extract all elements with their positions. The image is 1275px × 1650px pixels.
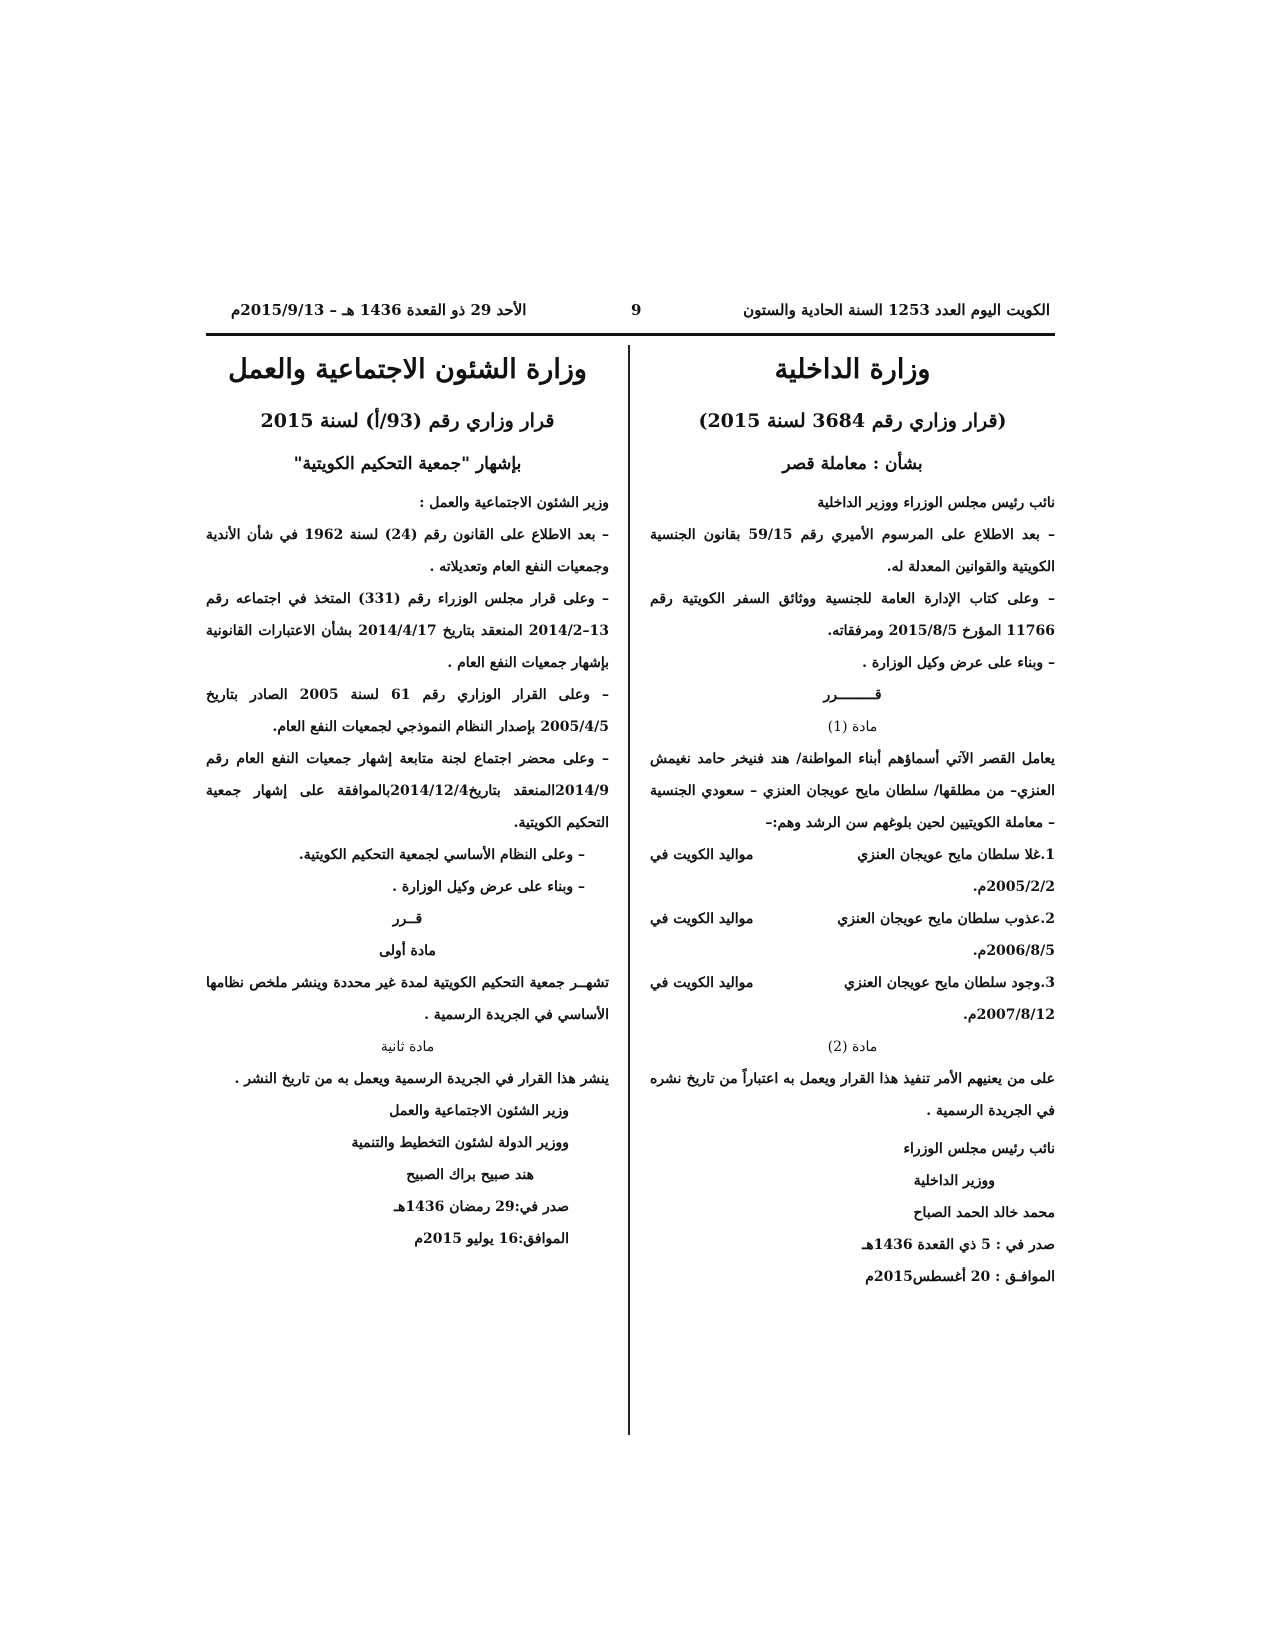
child-birthplace: مواليد الكويت في	[650, 911, 754, 927]
issue-date: صدر في : 5 ذي القعدة 1436هـ	[862, 1237, 1055, 1253]
signature-title: وزير الشئون الاجتماعية والعمل	[389, 1103, 569, 1119]
article-text: تشهــر جمعية التحكيم الكويتية لمدة غير محددة وينشر ملخص نظامها الأساسي في الجريدة الرسمية .	[206, 975, 609, 1023]
ministry-title: وزارة الداخلية	[774, 354, 931, 385]
children-list	[650, 839, 1055, 1031]
page-number: 9	[631, 301, 642, 319]
recital: – وعلى كتاب الإدارة العامة للجنسية ووثائق السفر الكويتية رقم 11766 المؤرخ 2015/8/5 ومرفقاته.	[650, 591, 1055, 639]
recital: – وعلى قرار مجلس الوزراء رقم (331) المتخذ في اجتماعه رقم 13–2014/2 المنعقد بتاريخ 2014/4/17 بشأن الاعتبارات القانونية بإشهار جمعيات النفع العام .	[206, 591, 609, 671]
recital: – وعلى النظام الأساسي لجمعية التحكيم الكويتية.	[298, 847, 585, 863]
recital: – بعد الاطلاع على المرسوم الأميري رقم 59/15 بقانون الجنسية الكويتية والقوانين المعدلة له.	[650, 527, 1055, 575]
decided-heading: قــرر	[392, 911, 423, 927]
recital: – بعد الاطلاع على القانون رقم (24) لسنة 1962 في شأن الأندية وجمعيات النفع العام وتعديلاته .	[206, 527, 609, 575]
corresponding-date: الموافق:16 يوليو 2015م	[414, 1231, 569, 1247]
decision-title: قرار وزاري رقم (93/أ) لسنة 2015	[260, 410, 555, 432]
decided-heading: قـــــــــرر	[823, 687, 882, 703]
corresponding-date: الموافـق : 20 أغسطس2015م	[865, 1269, 1055, 1285]
signature-title: ووزير الداخلية	[913, 1173, 995, 1189]
child-name: 1.غلا سلطان مايح عويجان العنزي	[857, 847, 1055, 863]
signature-title: نائب رئيس مجلس الوزراء	[903, 1141, 1055, 1157]
signatory-name: هند صبيح براك الصبيح	[406, 1167, 534, 1183]
article-label: مادة (2)	[827, 1039, 878, 1055]
article-text: ينشر هذا القرار في الجريدة الرسمية ويعمل به من تاريخ النشر .	[234, 1071, 609, 1087]
list-item	[650, 903, 1055, 935]
recital: – وعلى القرار الوزاري رقم 61 لسنة 2005 الصادر بتاريخ 2005/4/5 بإصدار النظام النموذجي لجمعيات النفع العام.	[206, 687, 609, 735]
ministry-title: وزارة الشئون الاجتماعية والعمل	[228, 354, 587, 385]
child-birth-date: 2007/8/12م.	[963, 1007, 1055, 1023]
recital: – وعلى محضر اجتماع لجنة متابعة إشهار جمعيات النفع العام رقم 2014/9المنعقد بتاريخ2014/12/4بالموافقة على إشهار جمعية التحكيم الكويتية.	[206, 751, 609, 831]
child-birthplace: مواليد الكويت في	[650, 847, 754, 863]
article-label: مادة ثانية	[380, 1039, 435, 1055]
column-divider	[628, 345, 630, 1435]
header-rule	[206, 333, 1055, 336]
child-birth-date: 2005/2/2م.	[972, 879, 1055, 895]
child-name: 3.وجود سلطان مايح عويجان العنزي	[844, 975, 1055, 991]
signature-title: ووزير الدولة لشئون التخطيط والتنمية	[351, 1135, 569, 1151]
interior-ministry-column	[650, 345, 1055, 1293]
decision-subject: بشأن : معاملة قصر	[782, 454, 923, 474]
article-label: مادة أولى	[379, 943, 436, 959]
child-birth-date: 2006/8/5م.	[972, 943, 1055, 959]
list-item	[650, 967, 1055, 999]
child-name: 2.عذوب سلطان مايح عويجان العنزي	[837, 911, 1055, 927]
header-date: الأحد 29 ذو القعدة 1436 هـ – 2015/9/13م	[231, 301, 527, 319]
issuer: نائب رئيس مجلس الوزراء ووزير الداخلية	[817, 495, 1055, 511]
issuer: وزير الشئون الاجتماعية والعمل :	[419, 495, 609, 511]
recital: – وبناء على عرض وكيل الوزارة .	[862, 655, 1055, 671]
list-item	[650, 839, 1055, 871]
article-text: يعامل القصر الآتي أسماؤهم أبناء المواطنة/ هند فنيخر حامد نغيمش العنزي– من مطلقها/ سلطان مايح عويجان العنزي – سعودي الجنسية – معاملة الكويتيين لحين بلوغهم سن الرشد وهم:–	[650, 751, 1055, 831]
social-affairs-ministry-column	[206, 345, 609, 1255]
article-label: مادة (1)	[827, 719, 878, 735]
child-birthplace: مواليد الكويت في	[650, 975, 754, 991]
recital: – وبناء على عرض وكيل الوزارة .	[392, 879, 585, 895]
decision-subject: بإشهار "جمعية التحكيم الكويتية"	[293, 454, 522, 474]
header-issue-info: الكويت اليوم العدد 1253 السنة الحادية والستون	[743, 301, 1050, 319]
issue-date: صدر في:29 رمضان 1436هـ	[393, 1199, 569, 1215]
signatory-name: محمد خالد الحمد الصباح	[913, 1205, 1055, 1221]
decision-title: (قرار وزاري رقم 3684 لسنة 2015)	[698, 410, 1007, 432]
article-text: على من يعنيهم الأمر تنفيذ هذا القرار ويعمل به اعتباراً من تاريخ نشره في الجريدة الرسمية .	[650, 1071, 1055, 1119]
